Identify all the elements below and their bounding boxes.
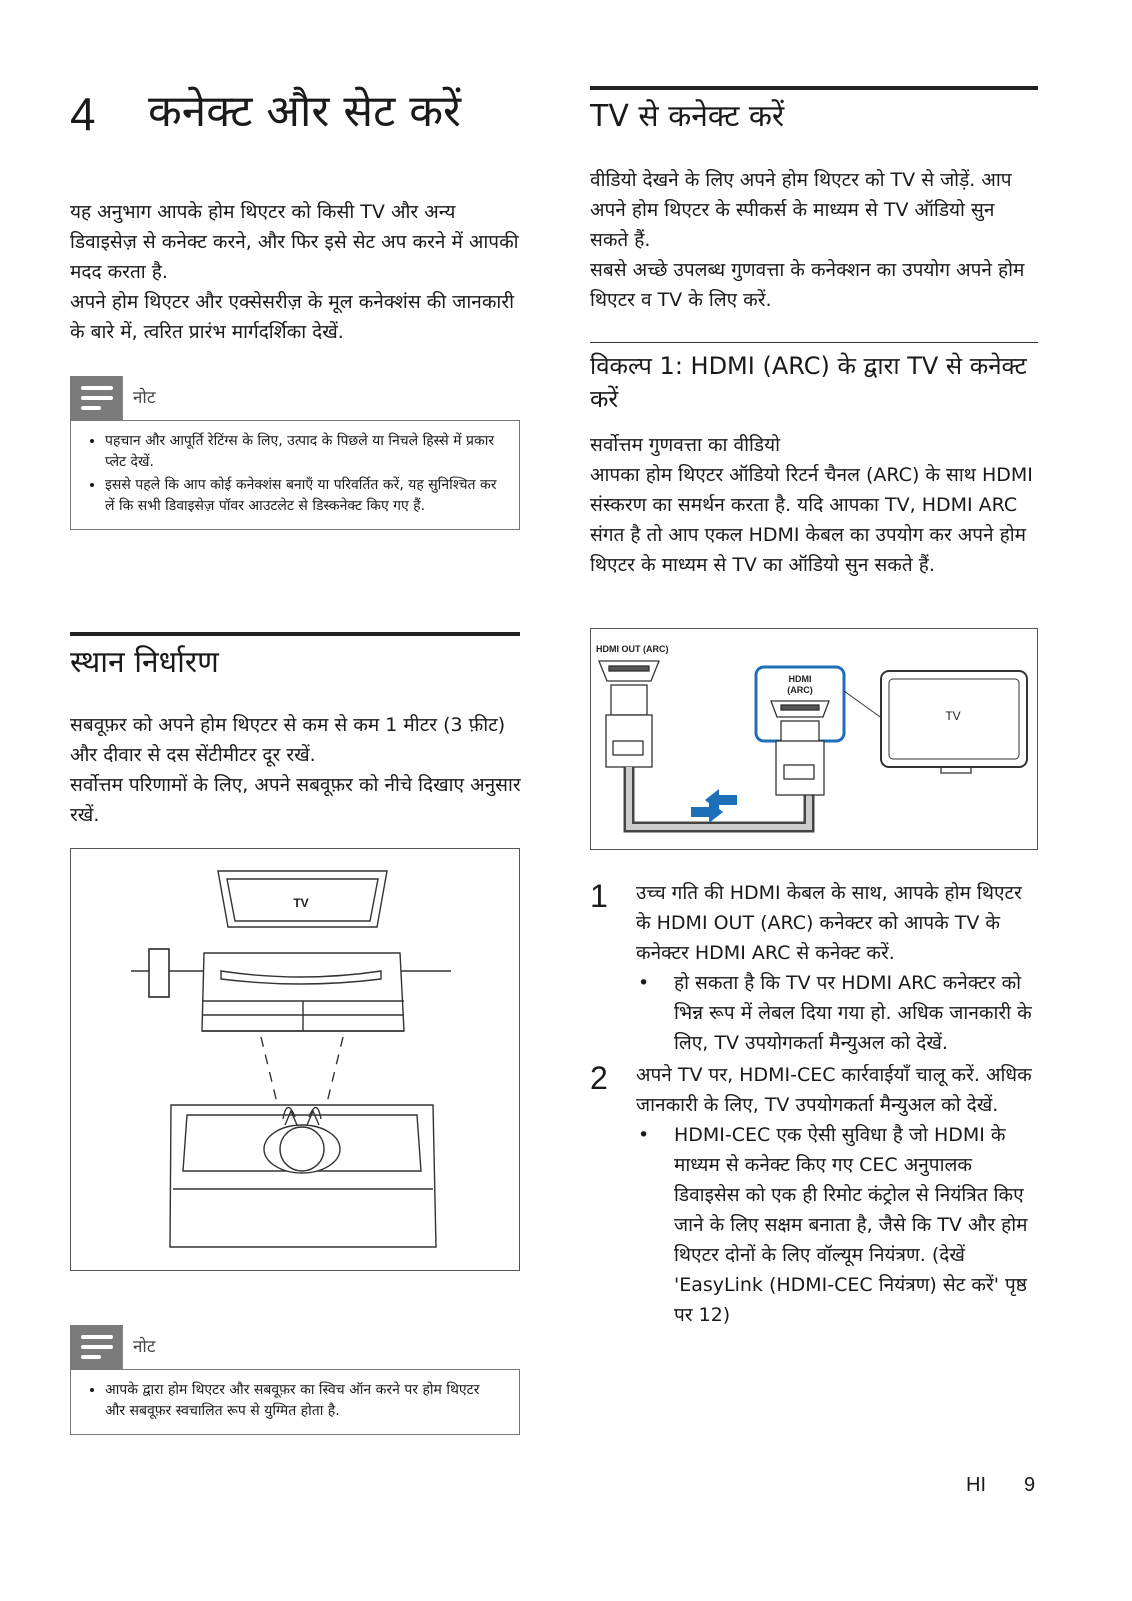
note-icon bbox=[70, 376, 122, 420]
step-2 bbox=[590, 1060, 1040, 1330]
option1-paragraph: सर्वोत्तम गुणवत्ता का वीडियो bbox=[590, 434, 781, 456]
section-divider bbox=[70, 632, 520, 636]
placement-body bbox=[70, 710, 525, 830]
hdmi-connection-figure bbox=[590, 628, 1038, 850]
step-text: अपने TV पर, HDMI-CEC कार्रवाईयाँ चालू करें. अधिक जानकारी के लिए, TV उपयोगकर्ता मैन्युअल को देखें. bbox=[636, 1064, 1032, 1116]
option1-paragraph: आपका होम थिएटर ऑडियो रिटर्न चैनल (ARC) के साथ HDMI संस्करण का समर्थन करता है. यदि आपका TV, HDMI ARC संगत है तो आप एकल HDMI केबल का उपयोग कर अपने होम थिएटर के माध्यम से TV का ऑडियो सुन सकते हैं. bbox=[590, 464, 1033, 576]
step-number: 1 bbox=[590, 878, 608, 914]
note-box bbox=[70, 1369, 520, 1435]
room-layout-diagram bbox=[71, 849, 519, 1270]
tv-connect-paragraph: सबसे अच्छे उपलब्ध गुणवत्ता के कनेक्शन का उपयोग अपने होम थिएटर व TV के लिए करें. bbox=[590, 259, 1025, 311]
step-1 bbox=[590, 878, 1040, 1058]
step-bullet bbox=[636, 968, 1040, 1058]
step-bullet-text: HDMI-CEC एक ऐसी सुविधा है जो HDMI के माध्यम से कनेक्ट किए गए CEC अनुपालक डिवाइसेस को एक ही रिमोट कंट्रोल से नियंत्रित किए जाने के लिए सक्षम बनाता है, जैसे कि TV और होम थिएटर दोनों के लिए वॉल्यूम नियंत्रण. (देखें 'EasyLink (HDMI-CEC नियंत्रण) सेट करें' पृष्ठ पर 12) bbox=[674, 1124, 1028, 1326]
note-label: नोट bbox=[122, 1325, 155, 1369]
note-2 bbox=[70, 1325, 520, 1435]
tv-connect-title: TV से कनेक्ट करें bbox=[590, 99, 785, 134]
chapter-number: 4 bbox=[70, 88, 96, 140]
diagram-tv-label: TV bbox=[945, 709, 961, 723]
step-text: उच्च गति की HDMI केबल के साथ, आपके होम थिएटर के HDMI OUT (ARC) कनेक्टर को आपके TV के कनेक्टर HDMI ARC से कनेक्ट करें. bbox=[636, 882, 1022, 964]
bullet-icon: • bbox=[638, 1124, 650, 1146]
page-number: 9 bbox=[1024, 1474, 1036, 1496]
note-item: • आपके द्वारा होम थिएटर और सबवूफ़र का स्विच ऑन करने पर होम थिएटर और सबवूफ़र स्वचालित रूप से युग्मित होता है. bbox=[105, 1380, 503, 1422]
chapter-title: कनेक्ट और सेट करें bbox=[148, 86, 462, 137]
step-bullet-text: हो सकता है कि TV पर HDMI ARC कनेक्टर को भिन्न रूप में लेबल दिया गया हो. अधिक जानकारी के लिए, TV उपयोगकर्ता मैन्युअल को देखें. bbox=[674, 972, 1032, 1054]
step-bullet bbox=[636, 1120, 1040, 1330]
step-body bbox=[636, 878, 1040, 1058]
figure-tv-label: TV bbox=[293, 896, 309, 910]
chapter-intro bbox=[70, 197, 520, 347]
hdmi-in-label-2: (ARC) bbox=[787, 685, 813, 695]
intro-paragraph: यह अनुभाग आपके होम थिएटर को किसी TV और अन्य डिवाइसेज़ से कनेक्ट करने, और फिर इसे सेट अप करने में आपकी मदद करता है. bbox=[70, 201, 519, 283]
note-header bbox=[70, 376, 520, 420]
signal-arrows-icon bbox=[691, 789, 737, 823]
note-label: नोट bbox=[122, 376, 155, 420]
hdmi-out-label: HDMI OUT (ARC) bbox=[596, 644, 669, 654]
note-1 bbox=[70, 376, 520, 530]
subsection-divider bbox=[590, 342, 1038, 343]
placement-paragraph: सर्वोत्तम परिणामों के लिए, अपने सबवूफ़र को नीचे दिखाए अनुसार रखें. bbox=[70, 774, 521, 826]
note-list bbox=[85, 431, 503, 517]
steps-list bbox=[590, 878, 1040, 1330]
section-divider bbox=[590, 86, 1038, 90]
tv-connect-paragraph: वीडियो देखने के लिए अपने होम थिएटर को TV से जोड़ें. आप अपने होम थिएटर के स्पीकर्स के माध्यम से TV ऑडियो सुन सकते हैं. bbox=[590, 169, 1012, 251]
placement-paragraph: सबवूफ़र को अपने होम थिएटर से कम से कम 1 मीटर (3 फ़ीट) और दीवार से दस सेंटीमीटर दूर रखें. bbox=[70, 714, 506, 766]
note-header bbox=[70, 1325, 520, 1369]
option1-title: विकल्प 1: HDMI (ARC) के द्वारा TV से कनेक्ट करें bbox=[590, 352, 1027, 413]
placement-figure bbox=[70, 848, 520, 1271]
option1-body bbox=[590, 430, 1038, 580]
note-list bbox=[85, 1380, 503, 1422]
placement-title: स्थान निर्धारण bbox=[70, 645, 219, 680]
note-item: • इससे पहले कि आप कोई कनेक्शंस बनाएँ या परिवर्तित करें, यह सुनिश्चित कर लें कि सभी डिवाइसेज़ पॉवर आउटलेट से डिस्कनेक्ट किए गए हैं. bbox=[105, 475, 503, 517]
step-body bbox=[636, 1060, 1040, 1330]
note-item: • पहचान और आपूर्ति रेटिंग्स के लिए, उत्पाद के पिछले या निचले हिस्से में प्रकार प्लेट देखें. bbox=[105, 431, 503, 473]
intro-paragraph: अपने होम थिएटर और एक्सेसरीज़ के मूल कनेक्शंस की जानकारी के बारे में, त्वरित प्रारंभ मार्गदर्शिका देखें. bbox=[70, 291, 515, 343]
note-box bbox=[70, 420, 520, 530]
step-number: 2 bbox=[590, 1060, 608, 1096]
footer-language: HI bbox=[966, 1474, 986, 1496]
bullet-icon: • bbox=[638, 972, 650, 994]
hdmi-in-label-1: HDMI bbox=[788, 674, 812, 684]
tv-connect-body bbox=[590, 165, 1038, 315]
hdmi-arc-diagram bbox=[591, 629, 1037, 849]
note-icon bbox=[70, 1325, 122, 1369]
